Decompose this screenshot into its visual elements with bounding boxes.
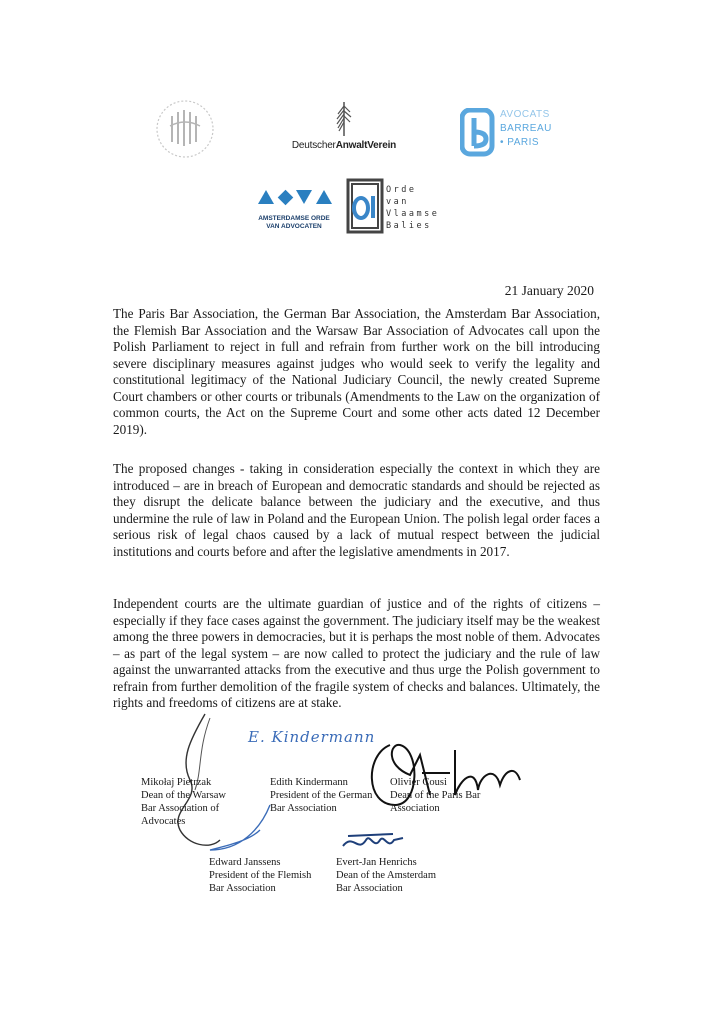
dav-wordmark: DeutscherAnwaltVerein: [291, 140, 397, 151]
kindermann-signature: E. Kindermann: [248, 728, 376, 746]
paris-b-icon: [460, 108, 496, 158]
paragraph-3: Independent courts are the ultimate guardian of justice and of the rights of citizens – especially if they face cases against the government. The judiciary itself may be the weakest among the three powers in democracies, but it is perhaps the most noble of them. Advocates – as part of the legal system – are now called to protect the judiciary and the rule of law against the unwarranted attacks from the executive and thus urge the Polish government to refrain from further demolition of the fragile system of checks and balances. Ultimately, the rights and freedoms of citizens are at stake.: [113, 596, 600, 710]
signatory-name: Evert-Jan Henrichs: [336, 857, 417, 868]
signatory-title: Advocates: [141, 816, 186, 827]
signatory-name: Olivier Cousi: [390, 777, 447, 788]
flemish-emblem-icon: [346, 178, 384, 234]
flemish-wordmark: Orde van Vlaamse Balies: [386, 185, 440, 231]
signatory-title: Bar Association: [336, 883, 403, 894]
flemish-bar-logo: [346, 178, 446, 238]
german-bar-logo: [284, 100, 404, 160]
amsterdam-wordmark: AMSTERDAMSE ORDE VAN ADVOCATEN: [258, 215, 330, 230]
signatory-title: Dean of the Paris Bar: [390, 790, 481, 801]
signatory-title: Association: [390, 803, 440, 814]
signatory-warsaw: [141, 776, 261, 828]
signatory-name: Mikołaj Pietrzak: [141, 777, 212, 788]
paragraph-2: The proposed changes - taking in consideration especially the context in which they are introduced – are in breach of European and democratic standards and should be rejected as they disrupt the delicate balance between the judiciary and the executive, and thus undermine the rule of law in Poland and the European Union. The polish legal order faces a serious risk of legal chaos caused by a lack of mutual respect between the judicial institutions and courts before and after the legislative amendments in 2017.: [113, 461, 600, 559]
signatory-german: [270, 776, 400, 815]
signatory-title: Dean of the Warsaw: [141, 790, 226, 801]
signatory-title: President of the Flemish: [209, 870, 312, 881]
signatory-title: Bar Association of: [141, 803, 220, 814]
signatory-name: Edith Kindermann: [270, 777, 348, 788]
signatory-flemish: [209, 856, 339, 895]
paris-wordmark: AVOCATS BARREAU • PARIS: [500, 109, 552, 148]
warsaw-bar-emblem-icon: [150, 96, 220, 162]
feather-icon: [329, 100, 359, 138]
amsterdam-triangles-icon: [254, 188, 334, 206]
henrichs-signature: [338, 828, 408, 858]
amsterdam-bar-logo: [253, 188, 335, 238]
warsaw-bar-logo: [150, 96, 220, 162]
letter-date: 21 January 2020: [504, 283, 594, 298]
paragraph-1: The Paris Bar Association, the German Bar Association, the Amsterdam Bar Association, the Flemish Bar Association and the Warsaw Bar Association of Advocates call upon the Polish Parliament to reject in full and refrain from further work on the bill introducing severe disciplinary measures against judges who would seek to verify the legality and constitutional legitimacy of the National Judiciary Council, the newly created Supreme Court chambers or other courts or tribunals (Amendments to the Law on the organization of common courts, the Act on the Supreme Court and some other acts dated 12 December 2019).: [113, 306, 600, 437]
signatory-title: Bar Association: [270, 803, 337, 814]
signatory-name: Edward Janssens: [209, 857, 281, 868]
signatory-amsterdam: [336, 856, 486, 895]
signatory-title: Dean of the Amsterdam: [336, 870, 437, 881]
signatory-title: President of the German: [270, 790, 373, 801]
paris-bar-logo: [460, 108, 600, 160]
signatory-paris: [390, 776, 520, 815]
signatory-title: Bar Association: [209, 883, 276, 894]
